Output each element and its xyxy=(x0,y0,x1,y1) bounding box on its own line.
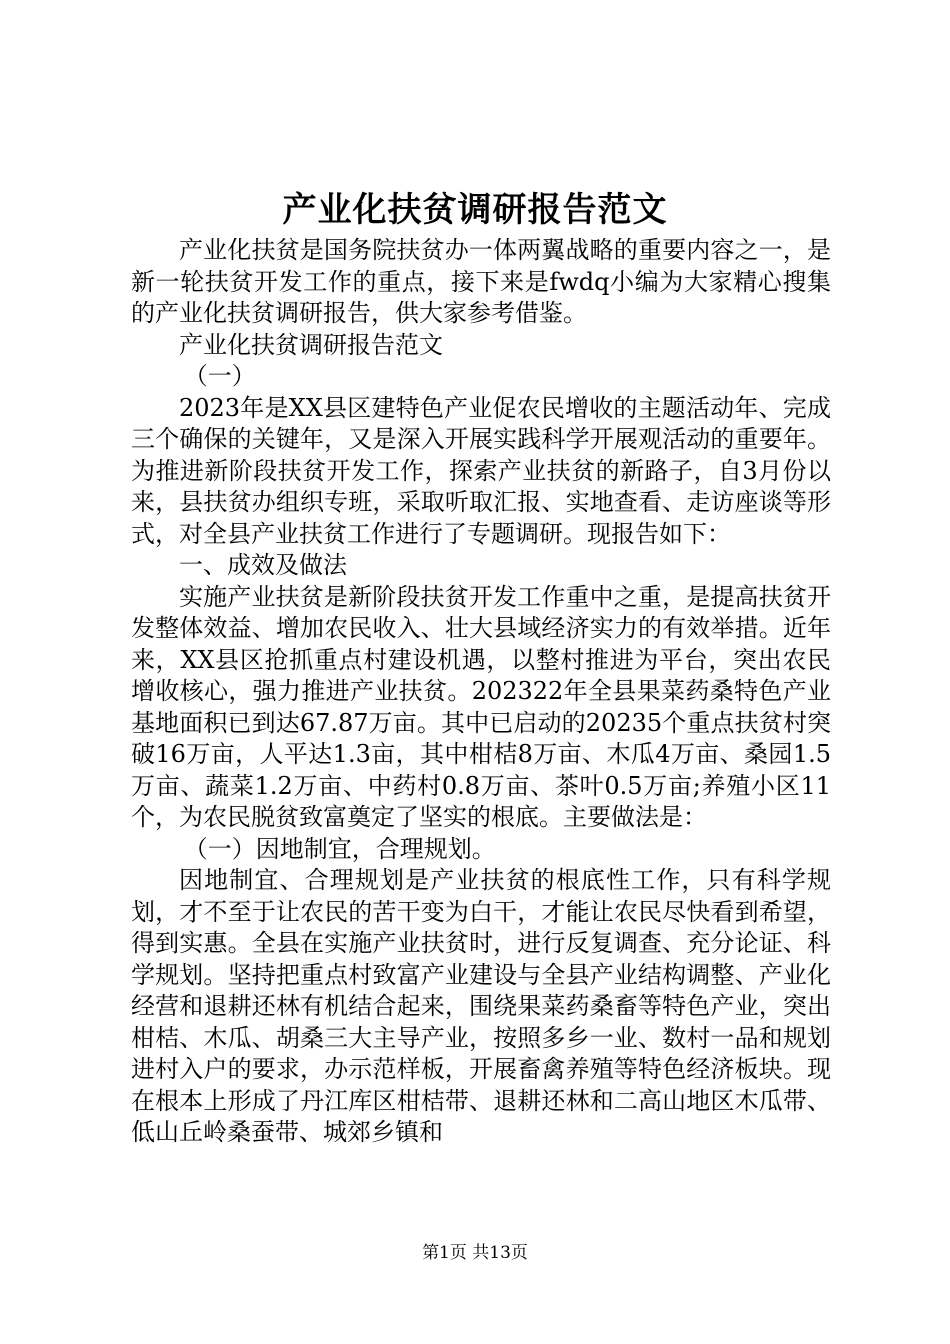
heading-achievements: 一、成效及做法 xyxy=(179,551,347,579)
paragraph-achievements: 实施产业扶贫是新阶段扶贫开发工作重中之重，是提高扶贫开发整体效益、增加农民收入、壮大县域经济实力的有效举措。近年来，XX县区抢抓重点村建设机遇，以整村推进为平台，突出农民增收核心，强力推进产业扶贫。202322年全县果菜药桑特色产业基地面积已到达67.87万亩。其中已启动的20235个重点扶贫村突破16万亩，人平达1.3亩，其中柑桔8万亩、木瓜4万亩、桑园1.5万亩、蔬菜1.2万亩、中药村0.8万亩、茶叶0.5万亩;养殖小区11个，为农民脱贫致富奠定了坚实的根底。主要做法是： xyxy=(131,582,831,831)
paragraph-subtitle: 产业化扶贫调研报告范文 xyxy=(179,330,443,359)
heading-planning: （一）因地制宜，合理规划。 xyxy=(183,834,496,863)
page-footer: 第1页 共13页 xyxy=(422,1243,528,1263)
paragraph-planning: 因地制宜、合理规划是产业扶贫的根底性工作，只有科学规划，才不至于让农民的苦干变为白干，才能让农民尽快看到希望，得到实惠。全县在实施产业扶贫时，进行反复调查、充分论证、科学规划。坚持把重点村致富产业建设与全县产业结构调整、产业化经营和退耕还林有机结合起来，围绕果菜药桑畜等特色产业，突出柑桔、木瓜、胡桑三大主导产业，按照多乡一业、数村一品和规划进村入户的要求，办示范样板，开展畜禽养殖等特色经济板块。现在根本上形成了丹江库区柑桔带、退耕还林和二高山地区木瓜带、低山丘岭桑蚕带、城郊乡镇和 xyxy=(131,866,831,1146)
paragraph-background: 2023年是XX县区建特色产业促农民增收的主题活动年、完成三个确保的关键年，又是深入开展实践科学开展观活动的重要年。为推进新阶段扶贫开发工作，探索产业扶贫的新路子，自3月份以来，县扶贫办组织专班，采取听取汇报、实地查看、走访座谈等形式，对全县产业扶贫工作进行了专题调研。现报告如下： xyxy=(131,393,831,548)
document-title: 产业化扶贫调研报告范文 xyxy=(282,190,668,230)
document-body xyxy=(131,235,831,1149)
paragraph-intro: 产业化扶贫是国务院扶贫办一体两翼战略的重要内容之一，是新一轮扶贫开发工作的重点，接下来是fwdq小编为大家精心搜集的产业化扶贫调研报告，供大家参考借鉴。 xyxy=(131,236,831,327)
paragraph-section-number: （一） xyxy=(183,362,256,390)
